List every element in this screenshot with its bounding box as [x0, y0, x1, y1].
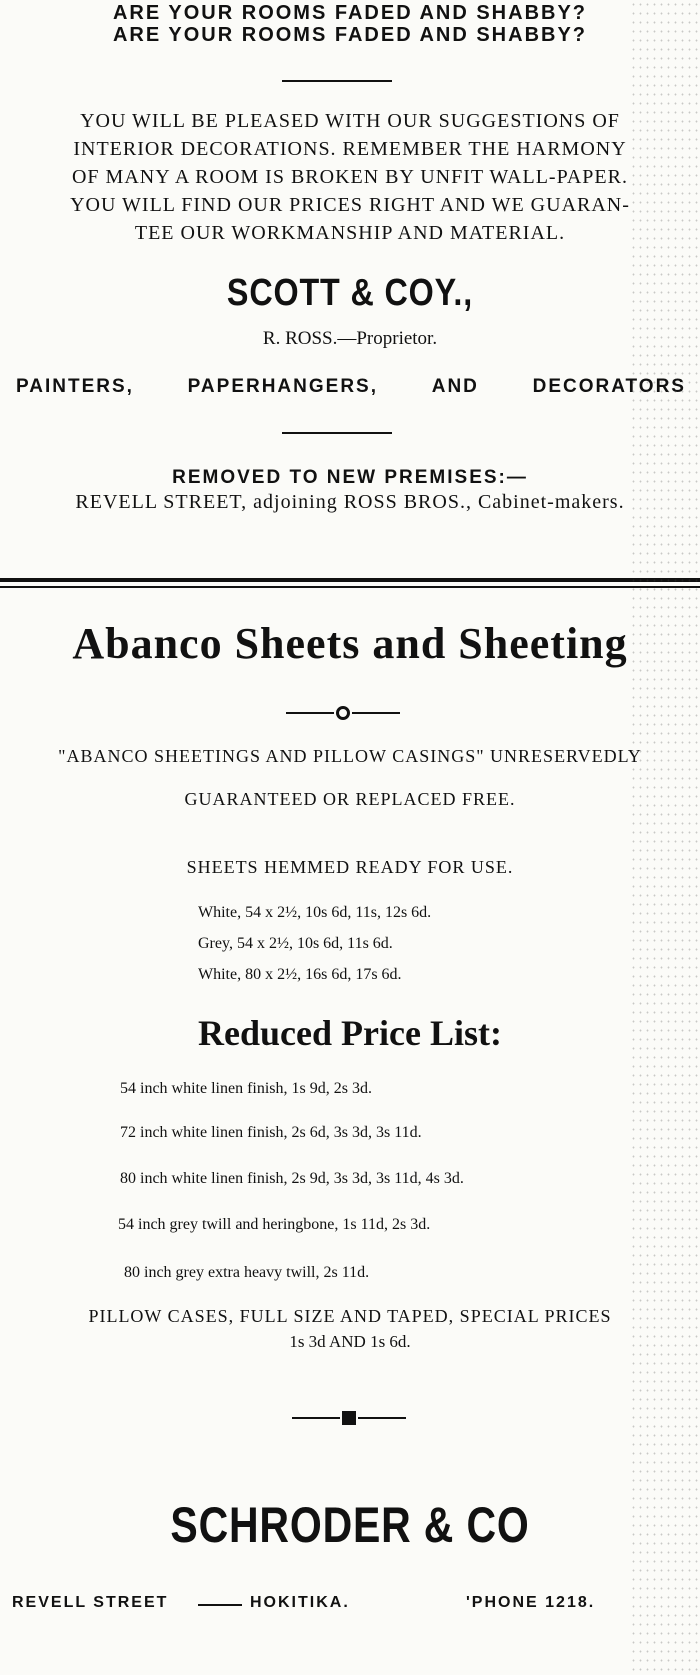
ad2-footer-dash — [198, 1604, 242, 1606]
ad1-address: REVELL STREET, adjoining ROSS BROS., Cabinet-makers. — [75, 491, 625, 513]
ad2-reduced-item: 54 inch grey twill and heringbone, 1s 11d, 2s 3d. — [118, 1216, 431, 1233]
ad1-divider-top — [282, 80, 392, 82]
print-noise — [630, 0, 700, 1675]
ad1-trade: PAPERHANGERS, — [187, 376, 378, 397]
ad1-body-line: INTERIOR DECORATIONS. REMEMBER THE HARMONY — [73, 138, 627, 160]
ad2-footer-street: REVELL STREET — [12, 1594, 169, 1611]
ad1-body-line: TEE OUR WORKMANSHIP AND MATERIAL. — [134, 222, 566, 244]
ad2-reduced-item: 80 inch grey extra heavy twill, 2s 11d. — [124, 1264, 370, 1281]
ad1-trades-row — [16, 376, 686, 398]
ad2-guarantee-line-1: "ABANCO SHEETINGS AND PILLOW CASINGS" UNRESERVEDLY — [58, 746, 642, 766]
ad1-divider-bottom — [282, 432, 392, 434]
ad2-ornament-circle — [286, 706, 400, 720]
ornament-line — [352, 712, 400, 714]
ad2-footer-town: HOKITIKA. — [250, 1594, 350, 1611]
ad2-reduced-item: 80 inch white linen finish, 2s 9d, 3s 3d, 3s 11d, 4s 3d. — [120, 1170, 464, 1187]
ornament-square-icon — [342, 1411, 356, 1425]
ad2-reduced-item: 72 inch white linen finish, 2s 6d, 3s 3d, 3s 11d. — [120, 1124, 422, 1141]
ad2-guarantee-line-2: GUARANTEED OR REPLACED FREE. — [184, 789, 516, 809]
ad1-firm-name: SCOTT & COY., — [226, 272, 474, 314]
ad1-body-line: YOU WILL FIND OUR PRICES RIGHT AND WE GUARAN- — [70, 194, 630, 216]
ad-separator-thin — [0, 586, 700, 588]
ad2-footer-phone: 'PHONE 1218. — [466, 1594, 596, 1611]
ornament-line — [358, 1417, 406, 1419]
ad1-trade: PAINTERS, — [16, 376, 134, 397]
ad1-headline-1: ARE YOUR ROOMS FADED AND SHABBY? — [112, 2, 588, 24]
ad1-trade: DECORATORS — [532, 376, 686, 397]
ad1-body-line: YOU WILL BE PLEASED WITH OUR SUGGESTIONS OF — [80, 110, 620, 132]
ad-separator-thick — [0, 578, 700, 582]
ad2-reduced-heading: Reduced Price List: — [198, 1013, 502, 1053]
ad2-sheet-price: White, 54 x 2½, 10s 6d, 11s, 12s 6d. — [198, 904, 432, 921]
ad2-sheet-price: Grey, 54 x 2½, 10s 6d, 11s 6d. — [198, 935, 393, 952]
ad1-trade: AND — [431, 376, 479, 397]
ornament-line — [292, 1417, 340, 1419]
ad2-ornament-square — [292, 1411, 406, 1425]
ad2-pillow-line-2: 1s 3d AND 1s 6d. — [289, 1332, 411, 1351]
ad1-proprietor: R. ROSS.—Proprietor. — [262, 328, 438, 349]
ad2-reduced-item: 54 inch white linen finish, 1s 9d, 2s 3d. — [120, 1080, 372, 1097]
ad1-headline-2: ARE YOUR ROOMS FADED AND SHABBY? — [112, 24, 588, 46]
ad2-sheets-heading: SHEETS HEMMED READY FOR USE. — [186, 857, 514, 877]
ad2-sheet-price: White, 80 x 2½, 16s 6d, 17s 6d. — [198, 966, 402, 983]
ornament-circle-icon — [336, 706, 350, 720]
ad2-firm-name: SCHRODER & CO — [170, 1497, 530, 1553]
ad2-headline: Abanco Sheets and Sheeting — [72, 619, 628, 668]
ad1-removed-notice: REMOVED TO NEW PREMISES:— — [172, 467, 528, 488]
ad2-pillow-line-1: PILLOW CASES, FULL SIZE AND TAPED, SPECIAL PRICES — [88, 1306, 612, 1326]
ad1-body-line: OF MANY A ROOM IS BROKEN BY UNFIT WALL-PAPER. — [71, 166, 628, 188]
ornament-line — [286, 712, 334, 714]
